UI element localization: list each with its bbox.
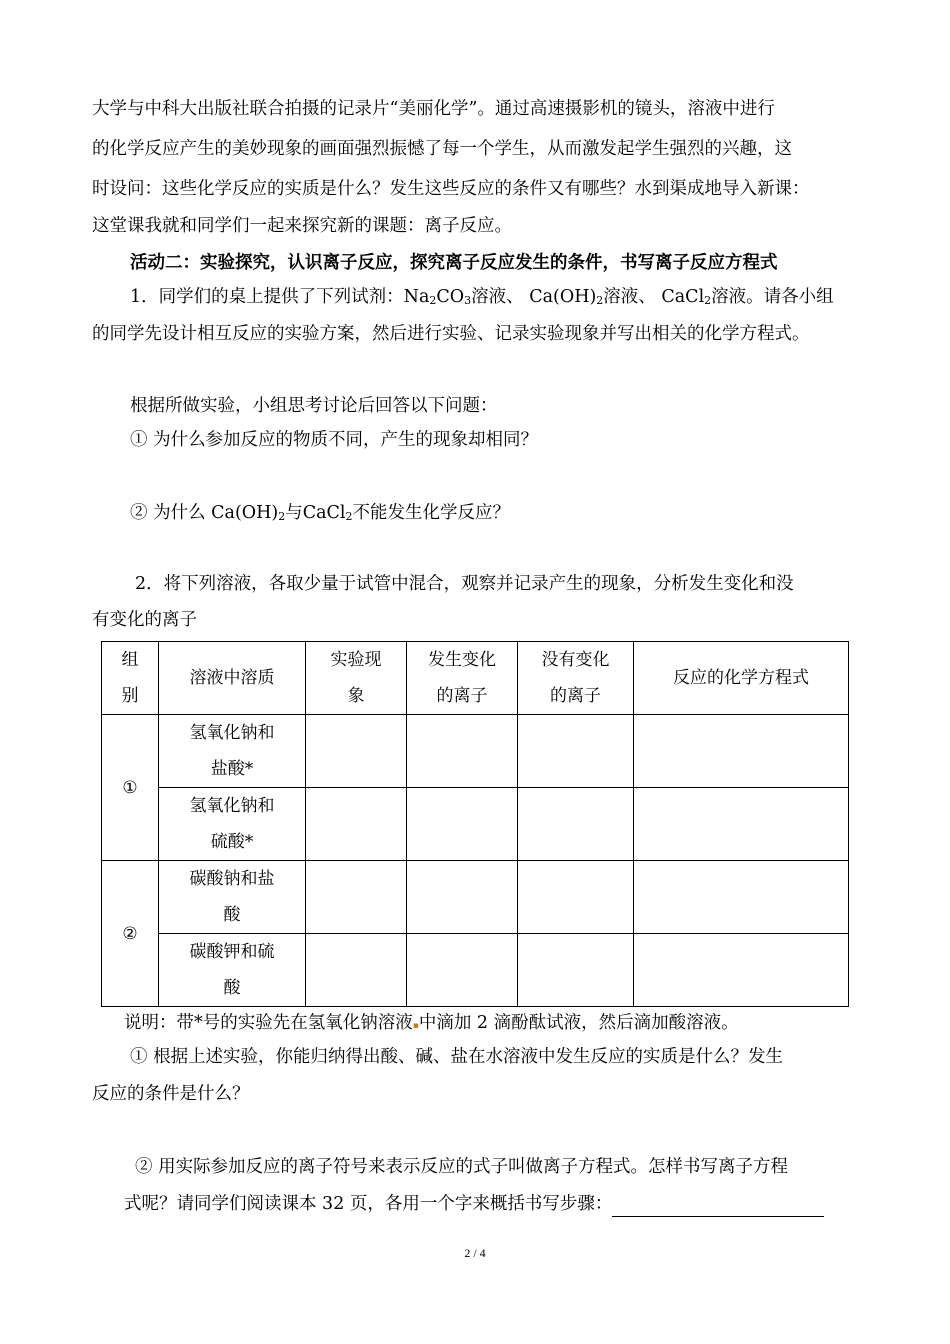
intro-line-1: 大学与中科大出版社联合拍摄的记录片“美丽化学”。通过高速摄影机的镜头，溶液中进行 [92,99,775,119]
header-unchanged-ions: 没有变化 的离子 [518,642,634,715]
unchanged-ions-input[interactable] [518,934,634,1007]
activity-heading: 活动二：实验探究，认识离子反应，探究离子反应发生的条件，书写离子反应方程式 [130,253,778,273]
question-2: ② 为什么 $Ca(OH)_2$与CaCl$_2$不能发生化学反应？ [130,503,511,523]
equation-input[interactable] [634,788,849,861]
header-solute: 溶液中溶质 [159,642,306,715]
table-row [102,934,849,1007]
unchanged-ions-input[interactable] [518,715,634,788]
followup-2-line-1: ② 用实际参加反应的离子符号来表示反应的式子叫做离子方程式。怎样书写离子方程 [135,1157,789,1177]
item2-line-1: 2．将下列溶液，各取少量于试管中混合，观察并记录产生的现象，分析发生变化和没 [135,574,794,594]
unchanged-ions-input[interactable] [518,788,634,861]
changed-ions-input[interactable] [407,788,518,861]
table-note: 说明：带*号的实验先在氢氧化钠溶液▪中滴加 2 滴酚酞试液，然后滴加酸溶液。 [124,1013,739,1033]
followup-1-line-2: 反应的条件是什么？ [92,1084,250,1104]
table-header-row [102,642,849,715]
changed-ions-input[interactable] [407,715,518,788]
changed-ions-input[interactable] [407,861,518,934]
table-row [102,715,849,788]
header-group: 组 别 [102,642,159,715]
experiment-table [101,641,849,1007]
equation-input[interactable] [634,715,849,788]
solute-cell: 氢氧化钠和 盐酸* [159,715,306,788]
answer-blank[interactable] [612,1194,824,1217]
phenomenon-input[interactable] [306,861,407,934]
intro-line-4: 这堂课我就和同学们一起来探究新的课题：离子反应。 [92,216,512,236]
page-number: 2 / 4 [464,1246,486,1260]
solute-cell: 碳酸钾和硫 酸 [159,934,306,1007]
table-row [102,861,849,934]
unchanged-ions-input[interactable] [518,861,634,934]
equation-input[interactable] [634,934,849,1007]
group-label: ② [102,861,159,1007]
item1-line-2: 的同学先设计相互反应的实验方案，然后进行实验、记录实验现象并写出相关的化学方程式。 [92,324,810,344]
group-label: ① [102,715,159,861]
phenomenon-input[interactable] [306,934,407,1007]
question-1: ① 为什么参加反应的物质不同，产生的现象却相同？ [130,430,539,450]
edit-mark-icon: ▪ [412,1021,419,1031]
item1-line-1: 1．同学们的桌上提供了下列试剂：$Na_2CO_3$溶液、 $Ca(OH)_2$溶液、 CaCl$_2$溶液。请各小组 [130,287,834,307]
intro-line-3: 时设问：这些化学反应的实质是什么？发生这些反应的条件又有哪些？水到渠成地导入新课： [92,179,810,199]
followup-1-line-1: ① 根据上述实验，你能归纳得出酸、碱、盐在水溶液中发生反应的实质是什么？发生 [130,1047,784,1067]
equation-input[interactable] [634,861,849,934]
item2-line-2: 有变化的离子 [92,610,197,630]
table-row [102,788,849,861]
discuss-intro: 根据所做实验，小组思考讨论后回答以下问题： [130,396,498,416]
phenomenon-input[interactable] [306,788,407,861]
header-changed-ions: 发生变化 的离子 [407,642,518,715]
followup-2-line-2: 式呢？请同学们阅读课本 32 页，各用一个字来概括书写步骤： [124,1191,824,1217]
header-phenomenon: 实验现 象 [306,642,407,715]
header-equation: 反应的化学方程式 [634,642,849,715]
intro-line-2: 的化学反应产生的美妙现象的画面强烈振憾了每一个学生，从而激发起学生强烈的兴趣，这 [92,139,792,159]
solute-cell: 碳酸钠和盐 酸 [159,861,306,934]
solute-cell: 氢氧化钠和 硫酸* [159,788,306,861]
changed-ions-input[interactable] [407,934,518,1007]
phenomenon-input[interactable] [306,715,407,788]
